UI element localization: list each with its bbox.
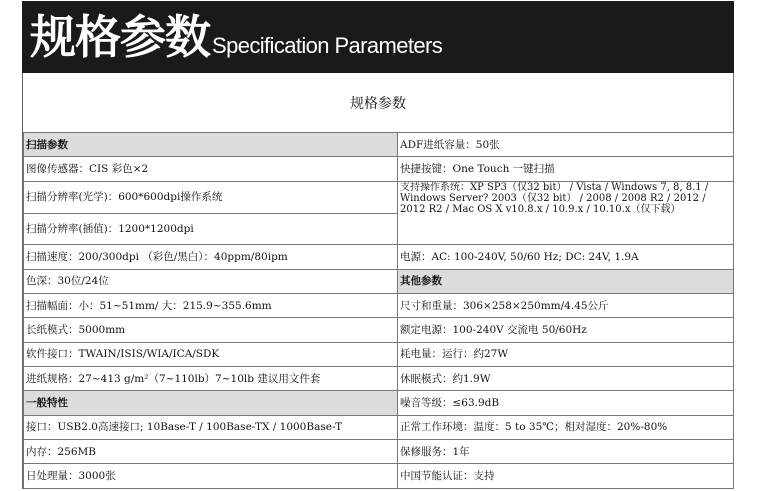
- banner-title-en: Specification Parameters: [212, 33, 443, 58]
- spec-cell: 色深：30位/24位: [24, 269, 398, 293]
- table-row: [24, 157, 734, 181]
- table-row: [24, 464, 734, 489]
- spec-cell: 休眠模式：约1.9W: [398, 367, 734, 391]
- table-caption: 规格参数: [350, 96, 406, 112]
- spec-cell: 扫描幅面：小：51~51mm/ 大：215.9~355.6mm: [24, 294, 398, 318]
- spec-cell: 尺寸和重量：306×258×250mm/4.45公斤: [398, 294, 734, 318]
- spec-cell: 内存：256MB: [24, 440, 398, 464]
- table-row: [24, 391, 734, 415]
- spec-cell: 扫描分辨率(光学)：600*600dpi操作系统: [24, 181, 398, 213]
- spec-cell: 噪音等级：≤63.9dB: [398, 391, 734, 415]
- spec-cell: 软件接口：TWAIN/ISIS/WIA/ICA/SDK: [24, 342, 398, 366]
- table-row: [24, 133, 734, 157]
- spec-cell-os-support: 支持操作系统：XP SP3（仅32 bit） / Vista / Windows 7, 8, 8.1 / Windows Server? 2003（仅32 bit） / 2008 / 2008 R2 / 2012 / 2012 R2 / Mac OS X v10.8.x / 10.9.x / 10.10.x（仅下载）: [398, 181, 734, 245]
- spec-cell: 进纸规格：27~413 g/m²（7~110lb）7~10lb 建议用文件套: [24, 367, 398, 391]
- spec-cell: 长纸模式：5000mm: [24, 318, 398, 342]
- spec-cell: 电源：AC: 100-240V, 50/60 Hz; DC: 24V, 1.9A: [398, 245, 734, 269]
- banner-title-cn: 规格参数: [30, 10, 210, 64]
- spec-cell: 中国节能认证：支持: [398, 464, 734, 489]
- spec-cell: 耗电量：运行：约27W: [398, 342, 734, 366]
- spec-cell: 扫描速度：200/300dpi （彩色/黑白）：40ppm/80ipm: [24, 245, 398, 269]
- spec-cell: 额定电源：100-240V 交流电 50/60Hz: [398, 318, 734, 342]
- spec-cell: 接口：USB2.0高速接口; 10Base-T / 100Base-TX / 1000Base-T: [24, 415, 398, 439]
- spec-cell: ADF进纸容量：50张: [398, 133, 734, 157]
- spec-cell: 日处理量：3000张: [24, 464, 398, 489]
- table-row: [24, 440, 734, 464]
- table-row: [24, 245, 734, 269]
- spec-cell: 图像传感器：CIS 彩色×2: [24, 157, 398, 181]
- spec-cell: 快捷按键：One Touch 一键扫描: [398, 157, 734, 181]
- spec-cell: 保修服务：1年: [398, 440, 734, 464]
- spec-sheet: [22, 73, 734, 489]
- table-row: [24, 415, 734, 439]
- table-row: [24, 367, 734, 391]
- spec-section-heading: 一般特性: [24, 391, 398, 415]
- table-row: [24, 294, 734, 318]
- spec-section-heading: 扫描参数: [24, 133, 398, 157]
- spec-section-heading: 其他参数: [398, 269, 734, 293]
- table-row: [24, 269, 734, 293]
- spec-cell: 正常工作环境：温度：5 to 35℃；相对湿度：20%-80%: [398, 415, 734, 439]
- spec-cell: 扫描分辨率(插值)：1200*1200dpi: [24, 213, 398, 245]
- spec-table: [23, 132, 734, 489]
- table-row: [24, 342, 734, 366]
- table-row: [24, 181, 734, 213]
- table-row: [24, 318, 734, 342]
- header-banner: [22, 1, 734, 73]
